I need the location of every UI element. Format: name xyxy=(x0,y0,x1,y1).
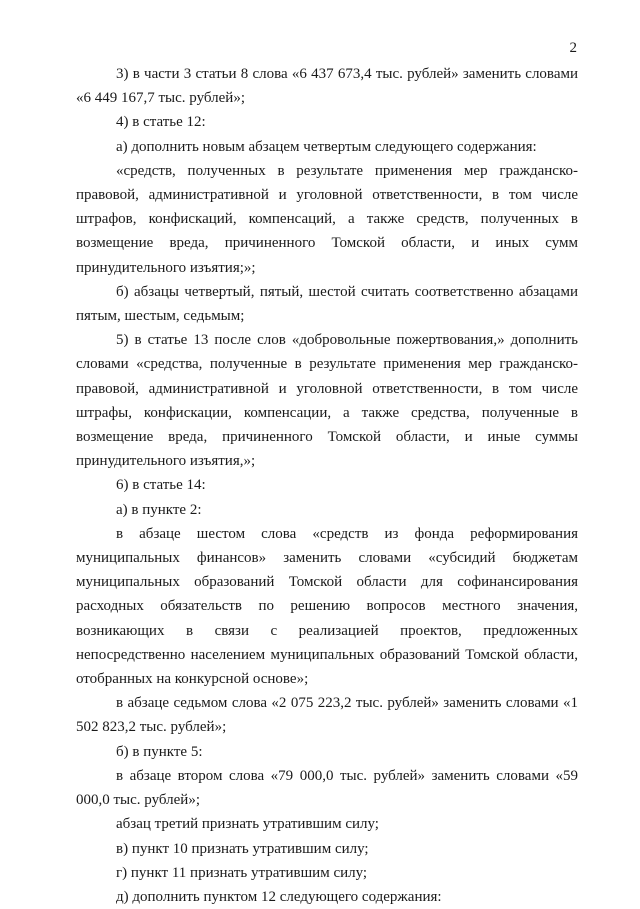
paragraph-6b-item-2: в абзаце втором слова «79 000,0 тыс. рублей» заменить словами «59 000,0 тыс. рублей»; xyxy=(76,767,578,809)
page-number: 2 xyxy=(569,40,577,56)
paragraph-6b: б) в пункте 5: xyxy=(116,743,203,760)
paragraph-6-article-14: 6) в статье 14: xyxy=(116,477,206,494)
paragraph-6a-item-7: в абзаце седьмом слова «2 075 223,2 тыс. рублей» заменить словами «1 502 823,2 тыс. рублей»; xyxy=(76,695,578,736)
paragraph-5-article-13: 5) в статье 13 после слов «добровольные пожертвования,» дополнить словами «средства, полученные в результате применения мер гражданско-правовой, административной и уголовной ответственности, в том числе штрафы, конфискации, компенсации, а также средства, полученные в возмещение вреда, причиненного Томской области, и иные суммы принудительного изъятия,»; xyxy=(76,332,578,470)
paragraph-6b-item-3: абзац третий признать утратившим силу; xyxy=(116,816,379,833)
paragraph-4a: а) дополнить новым абзацем четвертым следующего содержания: xyxy=(116,138,537,155)
paragraph-6a-item-6: в абзаце шестом слова «средств из фонда реформирования муниципальных финансов» заменить словами «субсидий бюджетам муниципальных образований Томской области для софинансирования расходных обязательств по решению вопросов местного значения, возникающих в связи с реализацией проектов, предложенных непосредственно населением муниципальных образований Томской области, отобранных на конкурсной основе»; xyxy=(76,525,578,688)
paragraph-4-article-12: 4) в статье 12: xyxy=(116,114,206,131)
paragraph-3-article-8: 3) в части 3 статьи 8 слова «6 437 673,4 тыс. рублей» заменить словами «6 449 167,7 тыс. рублей»; xyxy=(76,66,578,107)
paragraph-6v: в) пункт 10 признать утратившим силу; xyxy=(116,840,369,857)
paragraph-6a: а) в пункте 2: xyxy=(116,501,202,518)
paragraph-4a-quote: «средств, полученных в результате применения мер гражданско-правовой, административной и уголовной ответственности, в том числе штрафов, конфискаций, компенсаций, а также средств, полученных в возмещение вреда, причиненного Томской области, и иных сумм принудительного изъятия;»; xyxy=(76,162,578,276)
paragraph-4b: б) абзацы четвертый, пятый, шестой считать соответственно абзацами пятым, шестым, седьмым; xyxy=(76,283,578,325)
paragraph-6d: д) дополнить пунктом 12 следующего содержания: xyxy=(116,888,442,905)
document-body xyxy=(76,62,578,909)
paragraph-6g: г) пункт 11 признать утратившим силу; xyxy=(116,864,368,881)
